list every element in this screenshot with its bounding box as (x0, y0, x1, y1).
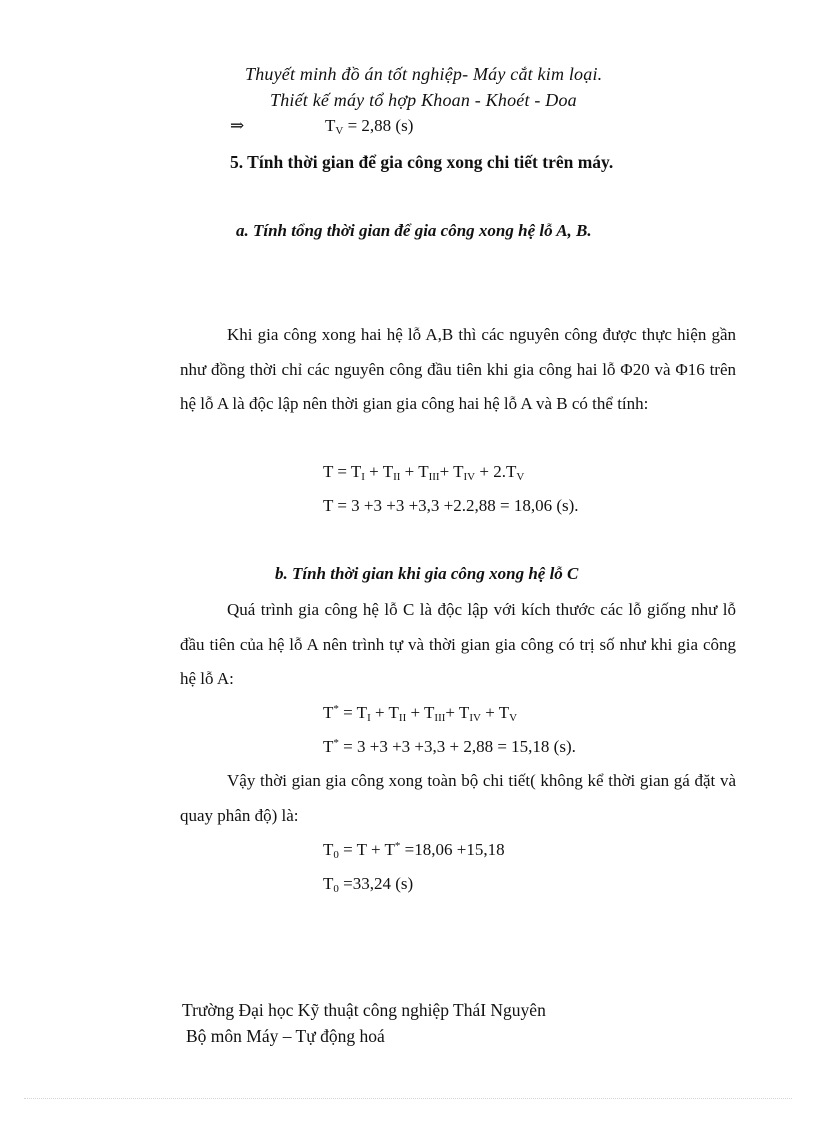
formula-a-2: T = 3 +3 +3 +3,3 +2.2,88 = 18,06 (s). (323, 496, 579, 515)
section-5-title: 5. Tính thời gian để gia công xong chi tiết trên máy. (230, 152, 614, 172)
formula-c-2: $T_0 =33,24$ (s) (323, 874, 414, 895)
paragraph-2: Quá trình gia công hệ lỗ C là độc lập với kích thước các lỗ giống như lỗ đầu tiên của hệ lỗ A nên trình tự và thời gian gia công có trị số như khi gia công hệ lỗ A: (180, 600, 736, 688)
formula-a-1: $T = T_I + T_{II} + T_{III}+ T_{IV} + 2.T_V$ (323, 462, 525, 483)
footer-line-1: Trường Đại học Kỹ thuật công nghiệp TháI Nguyên (182, 1000, 546, 1020)
page-bottom-divider (24, 1098, 792, 1099)
header-line-2: Thiết kế máy tổ hợp Khoan - Khoét - Doa (270, 90, 577, 110)
implies-arrow: ⇒ (230, 116, 245, 135)
section-a-title: a. Tính tổng thời gian để gia công xong hệ lỗ A, B. (236, 221, 592, 240)
formula-b-2: T* = 3 +3 +3 +3,3 + 2,88 = 15,18 (s). (323, 737, 576, 756)
formula-b-1: $T^* = T_I + T_{II} + T_{III}+ T_{IV} + T_V$ (323, 703, 518, 724)
footer-line-2: Bộ môn Máy – Tự động hoá (186, 1026, 385, 1046)
tv-result: $T_V = 2,88$ (s) (325, 116, 414, 137)
formula-c-1: $T_0 = T + T^* =18,06 +15,18$ (323, 840, 505, 861)
section-b-title: b. Tính thời gian khi gia công xong hệ lỗ C (275, 564, 579, 583)
header-line-1: Thuyết minh đồ án tốt nghiệp- Máy cắt kim loại. (245, 64, 603, 84)
paragraph-1: Khi gia công xong hai hệ lỗ A,B thì các nguyên công được thực hiện gần như đồng thời chỉ các nguyên công đầu tiên khi gia công hai lỗ Φ20 và Φ16 trên hệ lỗ A là độc lập nên thời gian gia công hai hệ lỗ A và B có thể tính: (180, 325, 736, 413)
paragraph-3: Vậy thời gian gia công xong toàn bộ chi tiết( không kể thời gian gá đặt và quay phân độ) là: (180, 771, 736, 825)
